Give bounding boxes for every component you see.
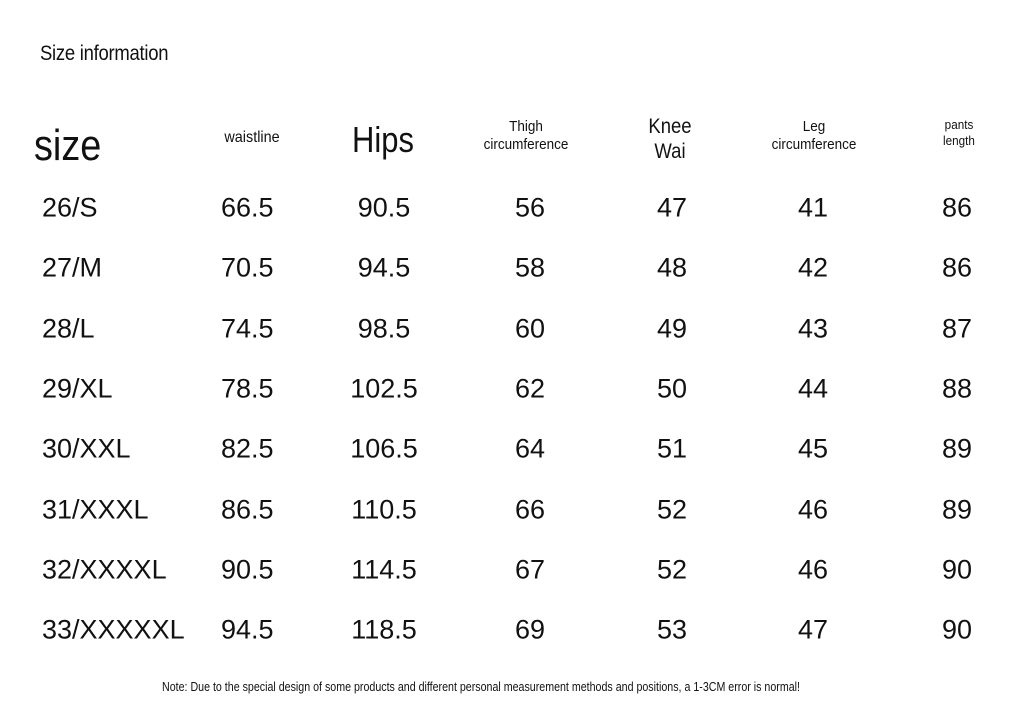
header-knee-line1: Knee [648, 115, 692, 138]
cell-knee: 50 [656, 373, 688, 404]
cell-thigh: 69 [514, 614, 546, 645]
cell-knee: 52 [656, 554, 688, 585]
cell-leg: 46 [797, 554, 829, 585]
cell-hips: 102.5 [350, 373, 418, 404]
cell-waistline: 74.5 [221, 313, 274, 344]
header-thigh [476, 118, 577, 154]
cell-thigh: 58 [514, 252, 546, 283]
header-leg-line2: circumference [771, 136, 857, 153]
header-size: size [34, 121, 102, 170]
header-thigh-line2: circumference [483, 136, 569, 153]
cell-knee: 47 [656, 192, 688, 223]
header-leg-line1: Leg [802, 118, 826, 135]
cell-size: 30/XXL [42, 433, 131, 464]
cell-hips: 106.5 [350, 433, 418, 464]
cell-leg: 43 [797, 313, 829, 344]
cell-waistline: 82.5 [221, 433, 274, 464]
cell-knee: 48 [656, 252, 688, 283]
cell-hips: 90.5 [357, 192, 411, 223]
cell-thigh: 56 [514, 192, 546, 223]
header-leg [764, 118, 865, 154]
measurement-note: Note: Due to the special design of some products and different personal measurement methods and positions, a 1-3CM error is normal! [162, 679, 800, 694]
cell-waistline: 94.5 [221, 614, 274, 645]
header-pants-length [928, 117, 991, 148]
cell-knee: 49 [656, 313, 688, 344]
cell-thigh: 67 [514, 554, 546, 585]
cell-pants-length: 87 [941, 313, 973, 344]
cell-knee: 52 [656, 494, 688, 524]
header-thigh-line1: Thigh [509, 118, 543, 135]
cell-hips: 110.5 [351, 494, 417, 524]
cell-pants-length: 89 [941, 433, 973, 464]
cell-waistline: 78.5 [221, 373, 274, 404]
header-knee [635, 114, 705, 164]
cell-pants-length: 86 [941, 252, 973, 283]
cell-waistline: 86.5 [221, 494, 274, 524]
cell-waistline: 70.5 [221, 252, 274, 283]
size-information-title: Size information [40, 42, 169, 65]
header-waistline: waistline [224, 129, 280, 146]
header-hips: Hips [352, 119, 414, 160]
cell-knee: 51 [656, 433, 688, 464]
cell-thigh: 60 [514, 313, 546, 344]
cell-knee: 53 [656, 614, 688, 645]
cell-thigh: 64 [514, 433, 546, 464]
cell-leg: 44 [797, 373, 829, 404]
cell-hips: 98.5 [357, 313, 411, 344]
cell-size: 33/XXXXXL [42, 614, 185, 645]
cell-leg: 47 [797, 614, 829, 645]
cell-size: 31/XXXL [42, 494, 149, 524]
cell-leg: 45 [797, 433, 829, 464]
cell-size: 32/XXXXL [42, 554, 167, 585]
cell-waistline: 66.5 [221, 192, 274, 223]
cell-pants-length: 90 [941, 614, 973, 645]
header-knee-line2: Wai [654, 140, 686, 164]
cell-hips: 94.5 [357, 252, 411, 283]
cell-thigh: 62 [514, 373, 546, 404]
header-pants-line2: length [943, 132, 975, 148]
cell-pants-length: 86 [941, 192, 973, 223]
cell-pants-length: 89 [941, 494, 973, 524]
cell-pants-length: 88 [941, 373, 973, 404]
cell-leg: 42 [797, 252, 829, 283]
cell-leg: 46 [797, 494, 829, 524]
cell-hips: 114.5 [351, 554, 417, 585]
cell-waistline: 90.5 [221, 554, 274, 585]
cell-size: 28/L [42, 313, 95, 344]
cell-size: 27/M [42, 252, 103, 283]
header-pants-line1: pants [944, 117, 974, 132]
cell-hips: 118.5 [351, 614, 417, 645]
cell-leg: 41 [797, 192, 829, 223]
cell-size: 26/S [42, 192, 98, 223]
cell-size: 29/XL [42, 373, 113, 404]
cell-pants-length: 90 [941, 554, 973, 585]
cell-thigh: 66 [514, 494, 546, 524]
